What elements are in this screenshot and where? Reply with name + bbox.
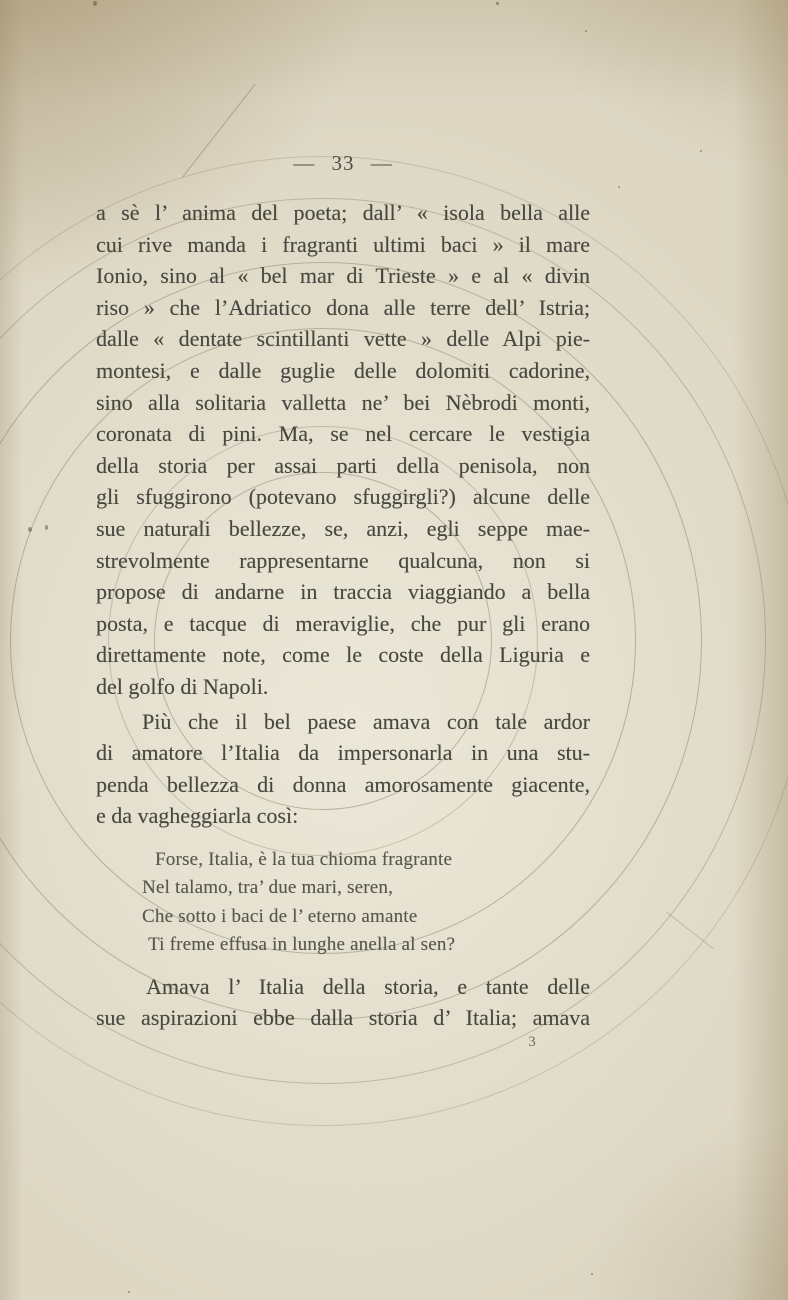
text-line: e da vagheggiarla così:	[96, 803, 299, 829]
paper-speck	[496, 2, 499, 5]
text-line: sue aspirazioni ebbe dalla storia d’ Italia; amava	[96, 1005, 590, 1031]
paper-speck	[591, 1273, 593, 1275]
paper-speck	[618, 186, 620, 188]
verse	[142, 846, 590, 960]
paper-speck	[700, 150, 702, 152]
text-line: Ti freme effusa in lunghe anella al sen?	[148, 934, 456, 956]
text-line: coronata di pini. Ma, se nel cercare le vestigia	[96, 421, 590, 447]
text-line: Che sotto i baci de l’ eterno amante	[142, 905, 418, 927]
paper-speck	[28, 527, 32, 532]
text-column	[96, 197, 590, 1034]
text-line: propose di andarne in traccia viaggiando a bella	[96, 579, 590, 605]
paper-speck	[128, 1291, 130, 1293]
text-line: del golfo di Napoli.	[96, 673, 269, 699]
text-line: di amatore l’Italia da impersonarla in una stu-	[96, 740, 590, 766]
paper-speck	[585, 30, 587, 32]
page-number-header: — 33 —	[293, 151, 393, 175]
text-line: gli sfuggirono (potevano sfuggirgli?) alcune delle	[96, 484, 590, 510]
text-line: Più che il bel paese amava con tale ardor	[142, 708, 590, 734]
text-line: sino alla solitaria valletta ne’ bei Nèbrodi monti,	[96, 389, 590, 415]
text-line: riso » che l’Adriatico dona alle terre dell’ Istria;	[96, 294, 590, 320]
paragraph-3	[96, 971, 590, 1034]
paper-speck	[93, 1, 97, 6]
paragraph-1	[96, 197, 590, 703]
text-line: dalle « dentate scintillanti vette » delle Alpi pie-	[96, 326, 590, 352]
text-line: strevolmente rappresentarne qualcuna, non si	[96, 547, 590, 573]
paper-speck	[45, 525, 48, 530]
signature-mark: 3	[528, 1034, 536, 1050]
text-line: Amava l’ Italia della storia, e tante delle	[146, 973, 590, 999]
text-line: Ionio, sino al « bel mar di Trieste » e al « divin	[96, 263, 590, 289]
text-line: a sè l’ anima del poeta; dall’ « isola bella alle	[96, 200, 590, 225]
text-line: penda bellezza di donna amorosamente giacente,	[96, 771, 590, 797]
text-line: montesi, e dalle guglie delle dolomiti cadorine,	[96, 357, 590, 383]
text-line: Forse, Italia, è la tua chioma fragrante	[155, 848, 453, 870]
text-line: posta, e tacque di meraviglie, che pur gli erano	[96, 610, 590, 636]
text-line: Nel talamo, tra’ due mari, seren,	[142, 877, 394, 899]
text-line: della storia per assai parti della penisola, non	[96, 452, 590, 478]
text-line: cui rive manda i fragranti ultimi baci » il mare	[96, 231, 590, 257]
text-line: direttamente note, come le coste della Liguria e	[96, 642, 590, 668]
paragraph-2	[96, 706, 590, 832]
text-line: sue naturali bellezze, se, anzi, egli seppe mae-	[96, 515, 590, 541]
